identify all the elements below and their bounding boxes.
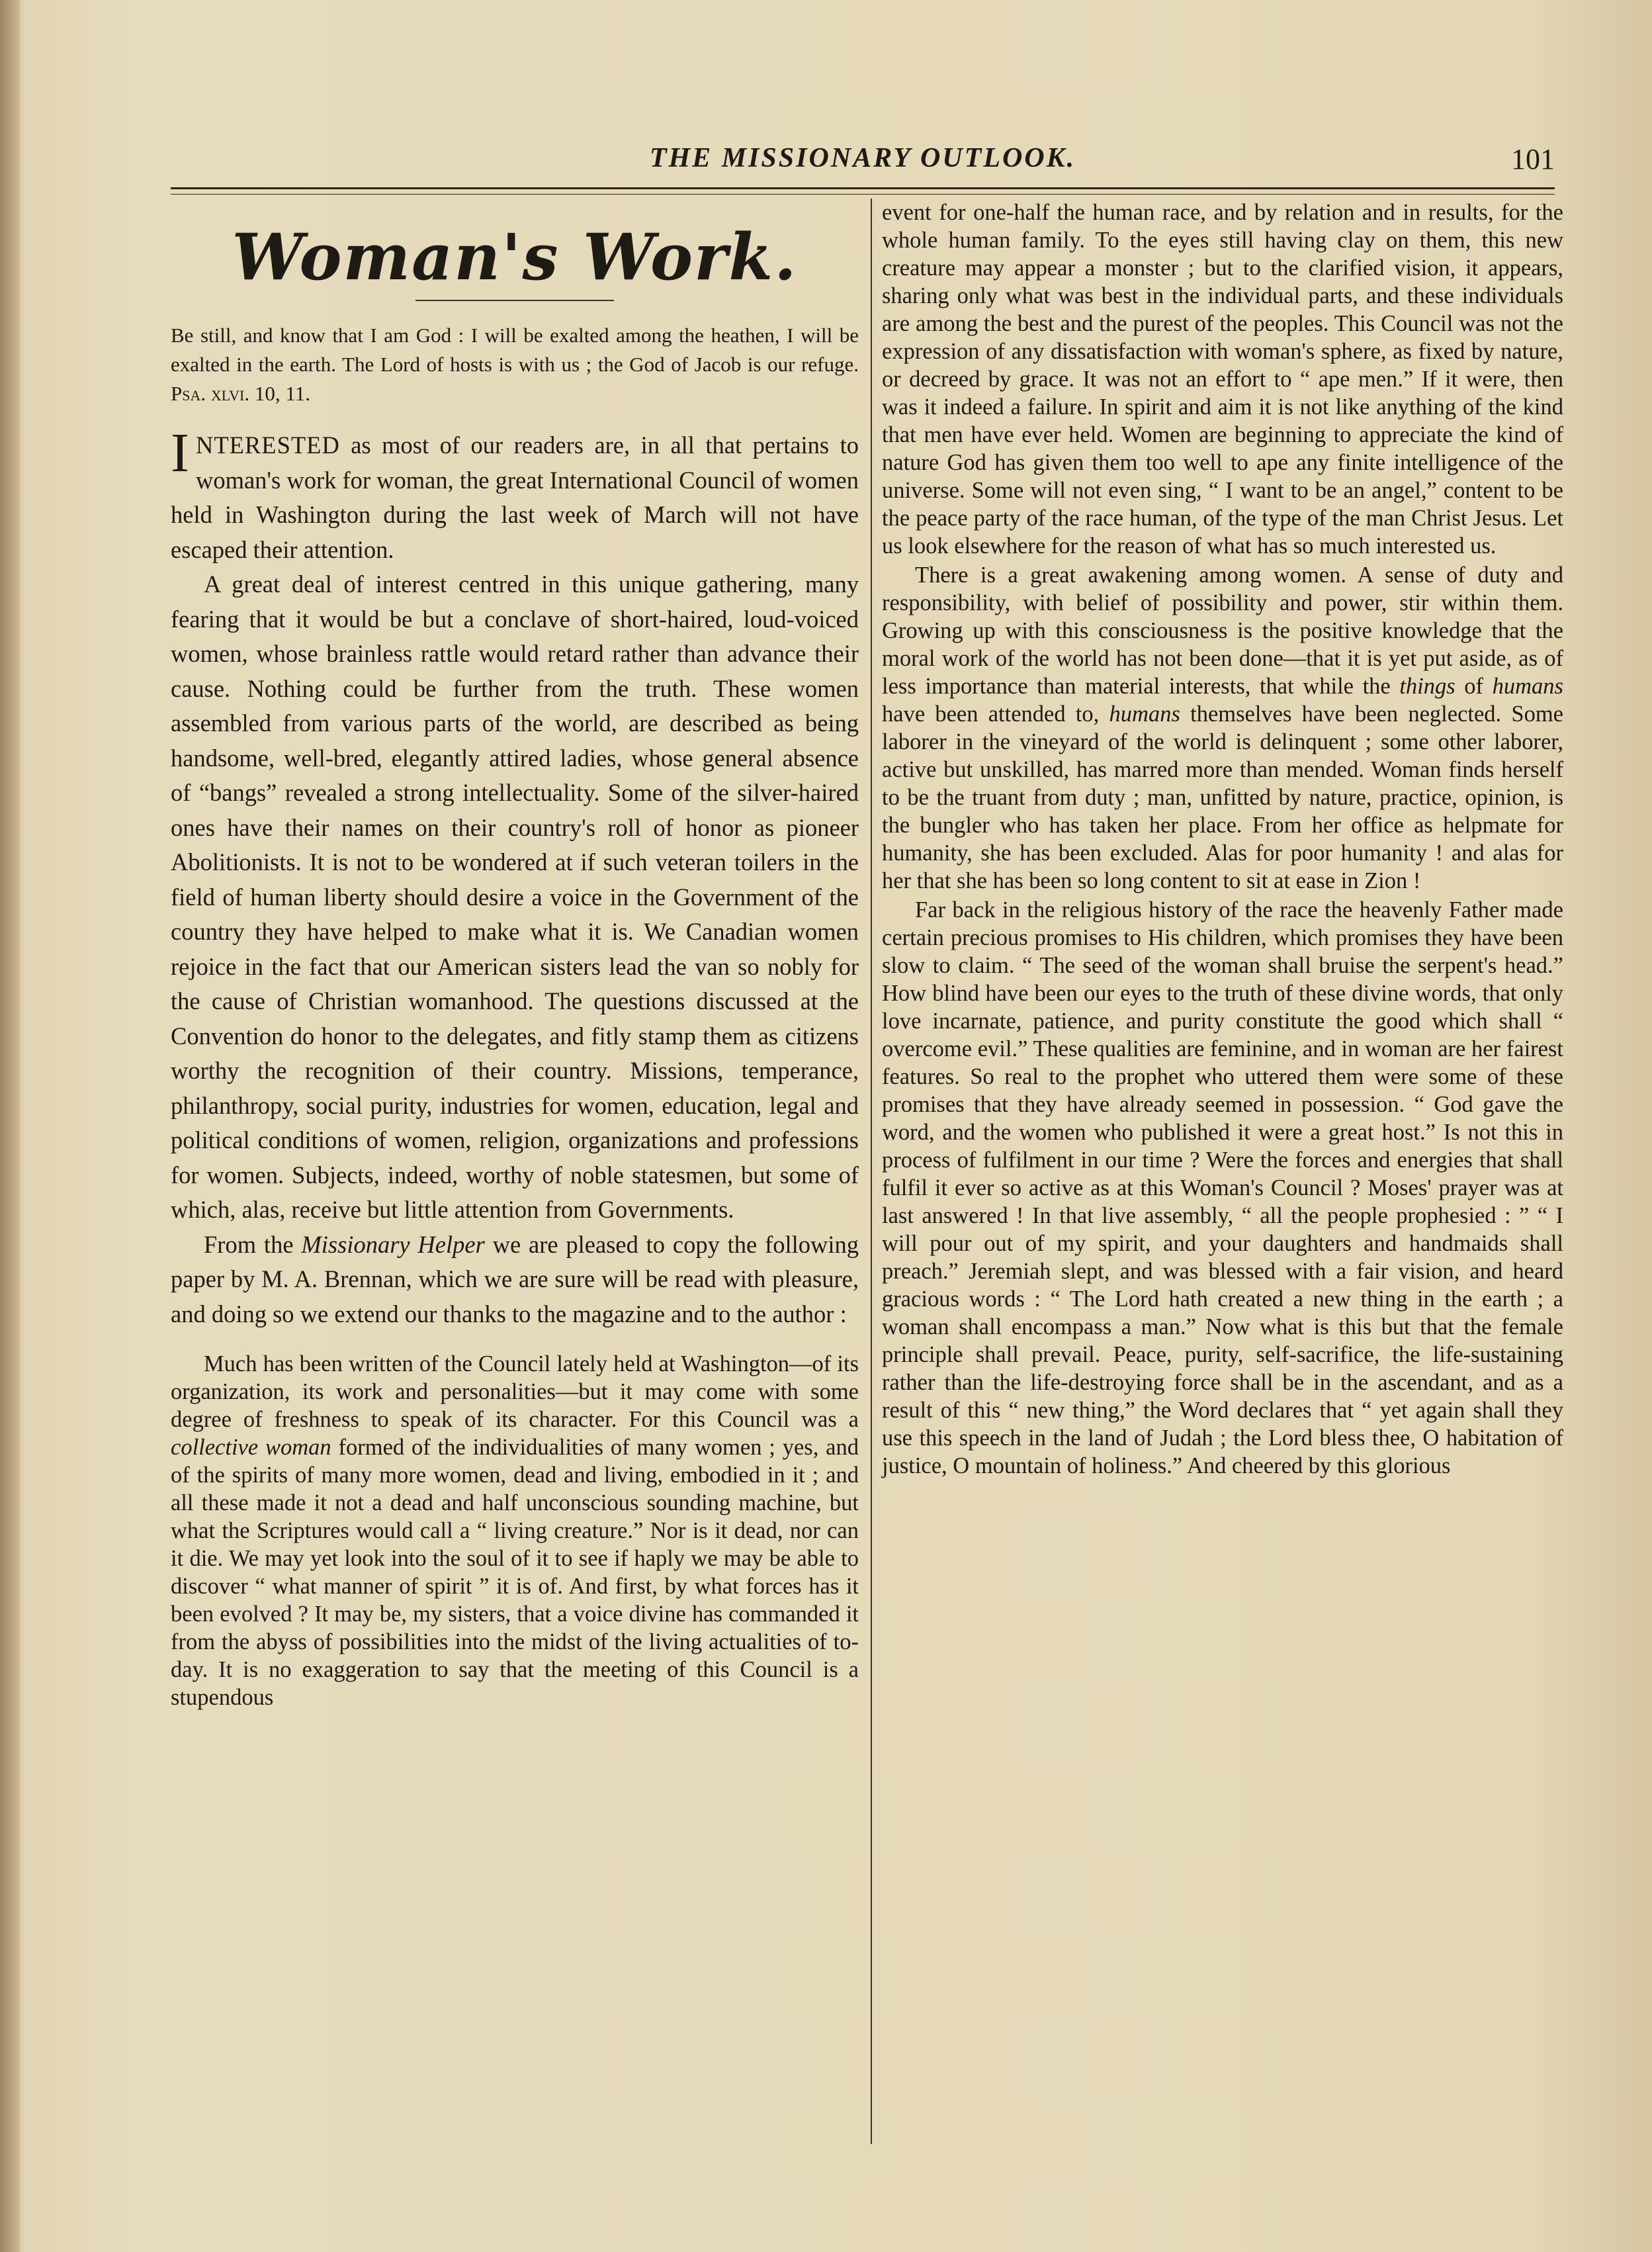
intro-text: as most of our readers are, in all that pertains to woman's work for woman, the great International Council of women held in Washington during the last week of March will not have escaped their attention. [171,431,859,563]
binding-edge [0,0,20,2252]
quoted-paragraph-3 [882,561,1563,895]
paragraph-council: A great deal of interest centred in this unique gathering, many fearing that it would be but a conclave of short-haired, loud-voiced women, whose brainless rattle would retard rather than advance their cause. Nothing could be further from the truth. These women assembled from various parts of the world, are described as being handsome, well-bred, elegantly attired ladies, whose general absence of “bangs” revealed a strong intellectuality. Some of the silver-haired ones have their names on their country's roll of honor as pioneer Abolitionists. It is not to be wondered at if such veteran toilers in the field of human liberty should desire a voice in the Government of the country they have helped to make what it is. We Canadian women rejoice in the fact that our American sisters lead the van so nobly for the cause of Christian womanhood. The questions discussed at the Convention do honor to the delegates, and fitly stamp them as citizens worthy the recognition of their country. Missions, temperance, philanthropy, social purity, industries for women, education, legal and political conditions of women, religion, organizations and professions for women. Subjects, indeed, worthy of noble statesmen, but some of which, alas, receive but little attention from Governments. [171,570,859,1223]
quoted1-text-b: formed of the individualities of many women ; yes, and of the spirits of many more women, dead and living, embodied in it ; and all these made it not a dead and half unconscious sounding machine, but what the Scriptures would call a “ living creature.” Nor is it dead, nor can it die. We may yet look into the soul of it to see if haply we may be able to discover “ what manner of spirit ” it is of. And first, by what forces has it been evolved ? It may be, my sisters, that a voice divine has commanded it from the abyss of possibilities into the midst of the living actualities of to-day. It is no exaggeration to say that the meeting of this Council is a stupendous [171,1435,859,1710]
quoted-paragraph-1 [171,1350,859,1711]
header-rule [171,187,1555,189]
paragraph-helper [171,1228,859,1332]
quoted-paragraph-2: event for one-half the human race, and by relation and in results, for the whole human family. To the eyes still having clay on them, this new creature may appear a monster ; but to the clarified vision, it appears, sharing only what was best in the individual parts, and these individuals are among the best and the purest of the peoples. This Council was not the expression of any dissatisfaction with woman's sphere, as fixed by nature, or decreed by grace. It was not an effort to “ ape men.” If it were, then was it indeed a failure. In spirit and aim it is not like anything of the kind that men have ever held. Women are beginning to appreciate the kind of nature God has given them too well to ape any finite intelligence of the universe. Some will not even sing, “ I want to be an angel,” content to be the peace party of the race human, of the type of the man Christ Jesus. Let us look elsewhere for the reason of what has so much interested us. [882,200,1563,559]
helper-title: Missionary Helper [301,1230,485,1258]
left-column [171,199,859,1711]
header-rule-thin [171,194,1555,195]
quoted3-text-b: of [1455,674,1493,699]
epigraph-text: Be still, and know that I am God : I will be exalted among the heathen, I will be exalted in the earth. The Lord of hosts is with us ; the God of Jacob is our refuge. [171,324,859,376]
quoted-paragraph-4: Far back in the religious history of the race the heavenly Father made certain precious promises to His children, which promises they have been slow to claim. “ The seed of the woman shall bruise the serpent's head.” How blind have been our eyes to the truth of these divine words, that only love incarnate, patience, and purity constitute the good which shall “ overcome evil.” These qualities are feminine, and in woman are her fairest features. So real to the prophet who uttered them were some of these promises that they have already seemed in possession. “ God gave the word, and the women who published it were a great host.” Is not this in process of fulfilment in our time ? Were the forces and energies that shall fulfil it ever so active as at this Woman's Council ? Moses' prayer was at last answered ! In that live assembly, “ all the people prophesied : ” “ I will pour out of my spirit, and your daughters and handmaids shall preach.” Jeremiah slept, and was blessed with a fair vision, and heard gracious words : “ The Lord hath created a new thing in the earth ; a woman shall encompass a man.” Now what is this but that the female principle shall prevail. Peace, purity, self-sacrifice, the life-sustaining rather than the life-destroying force shall be in the ascendant, and as a result of this “ new thing,” the Word declares that “ yet again shall they use this speech in the land of Judah ; the Lord bless thee, O habitation of justice, O mountain of holiness.” And cheered by this glorious [882,897,1563,1478]
epigraph-reference: Psa. xlvi. 10, 11. [171,382,310,405]
intro-paragraph [171,422,859,567]
right-column [882,199,1563,1480]
section-title: Woman's Work. [232,220,798,294]
quoted3-italic-humans-1: humans [1492,674,1563,699]
column-divider [871,199,872,2144]
quoted1-text-a: Much has been written of the Council lately held at Washington—of its organization, its work and personalities—but it may come with some degree of freshness to speak of its character. For this Council was a [171,1351,859,1432]
quoted3-italic-humans-2: humans [1109,701,1180,727]
page-number: 101 [1511,143,1555,175]
quoted3-text-d: themselves have been neglected. Some laborer in the vineyard of the world is delinquent ; some other laborer, active but unskilled, has marred more than mended. Woman finds herself to be the truant from duty ; man, unfitted by nature, practice, opinion, is the bungler who has taken her place. From her office as helpmate for humanity, she has been excluded. Alas for poor humanity ! and alas for her that she has been so long content to sit at ease in Zion ! [882,701,1563,893]
epigraph [171,321,859,408]
title-rule [415,300,614,301]
quoted3-text-c: have been attended to, [882,701,1109,727]
helper-text-a: From the [204,1230,302,1258]
quoted3-text-a: There is a great awakening among women. A sense of duty and responsibility, with belief of possibility and power, stir within them. Growing up with this consciousness is the positive knowledge that the moral work of the world has not been done—that it is yet put aside, as of less importance than material interests, that while the [882,563,1563,699]
quoted3-italic-things: things [1399,674,1456,699]
quoted1-italic: collective woman [171,1435,331,1460]
page-header [171,142,1555,189]
helper-text-b: we are pleased to copy the following paper by M. A. Brennan, which we are sure will be read with pleasure, and doing so we extend our thanks to the magazine and to the author : [171,1230,859,1328]
intro-first-word: NTERESTED [195,431,340,459]
drop-cap: I [171,422,189,484]
running-title: THE MISSIONARY OUTLOOK. [649,143,1076,173]
